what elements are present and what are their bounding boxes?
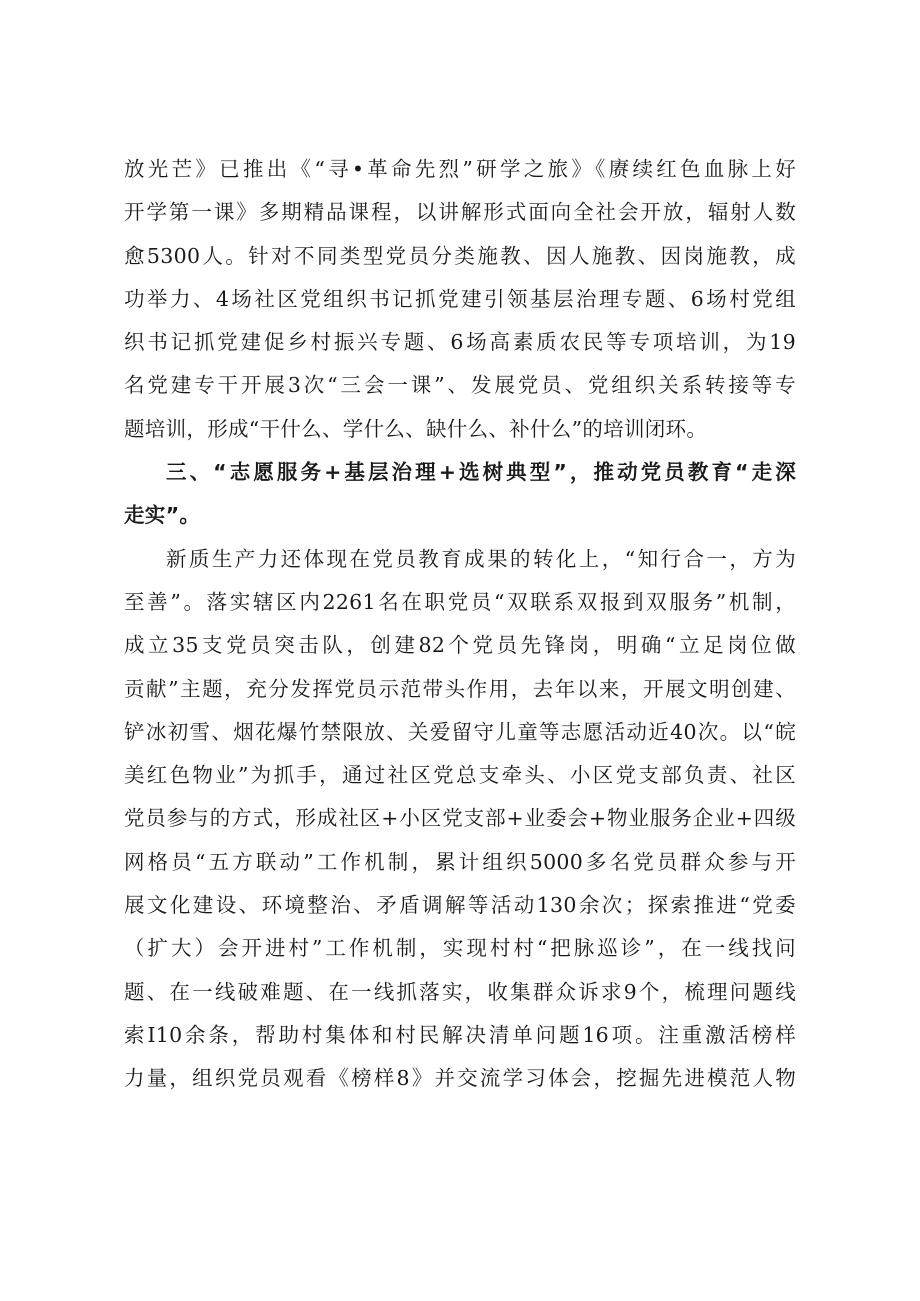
text-line: 成立35支党员突击队，创建82个党员先锋岗，明确“立足岗位做: [124, 633, 796, 658]
heading-line: 走实”。: [124, 503, 201, 528]
section-heading-three: [124, 451, 796, 538]
text-line: 贡献”主题，充分发挥党员示范带头作用，去年以来，开展文明创建、: [124, 676, 796, 701]
text-line: 放光芒》已推出《“寻•革命先烈”研学之旅》《赓续红色血脉上好: [124, 157, 796, 181]
paragraph-training: [124, 148, 796, 451]
text-line: 美红色物业”为抓手，通过社区党总支牵头、小区党支部负责、社区: [124, 763, 796, 788]
paragraph-volunteer-service: [124, 538, 796, 1101]
text-line: 愈5300人。针对不同类型党员分类施教、因人施教、因岗施教，成: [124, 243, 796, 268]
text-line: 题、在一线破难题、在一线抓落实，收集群众诉求9个，梳理问题线: [124, 979, 796, 1004]
text-line: 至善”。落实辖区内2261名在职党员“双联系双报到双服务”机制，: [124, 589, 796, 614]
text-line: 开学第一课》多期精品课程，以讲解形式面向全社会开放，辐射人数: [124, 200, 796, 225]
text-line: 功举力、4场社区党组织书记抓党建引领基层治理专题、6场村党组: [124, 286, 796, 311]
document-body: [124, 148, 796, 1101]
text-line: 织书记抓党建促乡村振兴专题、6场高素质农民等专项培训，为19: [124, 330, 796, 355]
heading-line: 三、“志愿服务+基层治理+选树典型”，推动党员教育“走深: [166, 460, 796, 485]
text-line: 铲冰初雪、烟花爆竹禁限放、关爱留守儿童等志愿活动近40次。以“皖: [124, 719, 796, 744]
text-line: （扩大）会开进村”工作机制，实现村村“把脉巡诊”，在一线找问: [124, 936, 796, 961]
text-line: 党员参与的方式，形成社区+小区党支部+业委会+物业服务企业+四级: [124, 806, 796, 831]
text-line: 名党建专干开展3次“三会一课”、发展党员、党组织关系转接等专: [124, 373, 796, 398]
text-line: 网格员“五方联动”工作机制，累计组织5000多名党员群众参与开: [124, 849, 796, 874]
text-line: 题培训，形成“干什么、学什么、缺什么、补什么”的培训闭环。: [124, 416, 708, 441]
text-line: 索I10余条，帮助村集体和村民解决清单问题16项。注重激活榜样: [124, 1022, 796, 1047]
text-line: 新质生产力还体现在党员教育成果的转化上，“知行合一，方为: [166, 546, 796, 571]
text-line: 展文化建设、环境整治、矛盾调解等活动130余次；探索推进“党委: [124, 893, 796, 918]
text-line: 力量，组织党员观看《榜样8》并交流学习体会，挖掘先进模范人物: [124, 1066, 796, 1091]
